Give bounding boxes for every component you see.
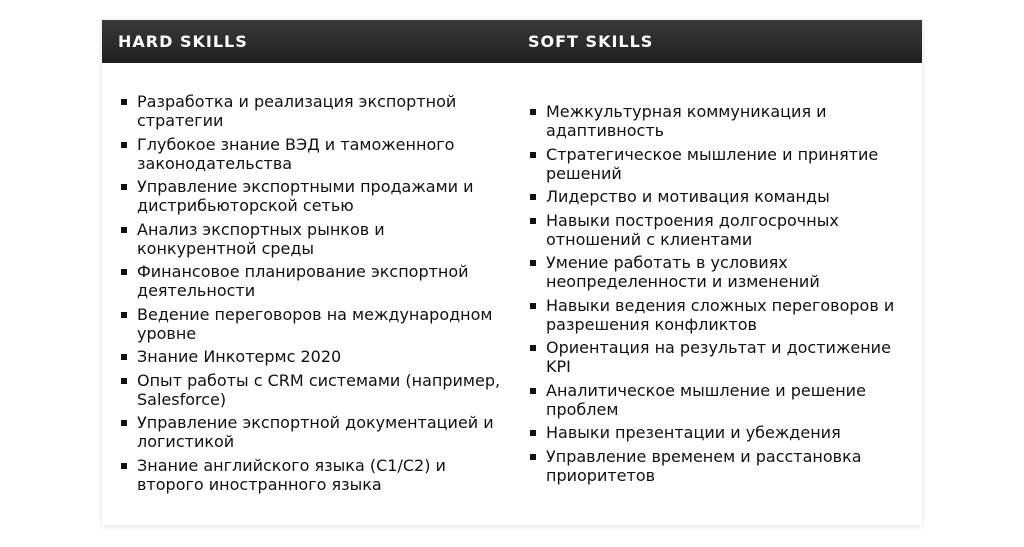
list-item-text: Управление экспортными продажами и дистрибьюторской сетью <box>137 177 474 215</box>
hard-skills-heading: HARD SKILLS <box>118 32 248 51</box>
list-item <box>121 177 501 215</box>
bullet-icon <box>530 218 536 224</box>
list-item <box>121 92 501 130</box>
list-item-text: Навыки построения долгосрочных отношений с клиентами <box>546 210 839 249</box>
list-item <box>121 347 501 366</box>
list-item-text: Навыки ведения сложных переговоров и разрешения конфликтов <box>546 295 895 334</box>
list-item-text: Знание Инкотермс 2020 <box>137 347 342 366</box>
list-item-text: Навыки презентации и убеждения <box>546 423 841 442</box>
soft-skills-heading: SOFT SKILLS <box>528 32 654 51</box>
list-item <box>530 338 905 376</box>
list-item-text: Лидерство и мотивация команды <box>546 187 830 206</box>
list-item <box>530 447 905 485</box>
list-item-text: Опыт работы с CRM системами (например, Salesforce) <box>137 370 501 409</box>
skills-table <box>102 20 922 525</box>
soft-skills-list <box>530 102 905 489</box>
list-item-text: Ведение переговоров на международном уровне <box>137 304 493 343</box>
list-item <box>530 211 905 249</box>
list-item <box>530 296 905 334</box>
bullet-icon <box>530 260 536 266</box>
list-item <box>530 102 905 140</box>
list-item-text: Стратегическое мышление и принятие решений <box>546 144 879 183</box>
list-item <box>121 456 501 494</box>
list-item-text: Аналитическое мышление и решение проблем <box>546 380 866 419</box>
list-item <box>530 145 905 183</box>
list-item-text: Финансовое планирование экспортной деятельности <box>137 262 469 300</box>
list-item <box>121 371 501 409</box>
bullet-icon <box>121 142 127 148</box>
bullet-icon <box>121 269 127 275</box>
bullet-icon <box>530 430 536 436</box>
bullet-icon <box>121 227 127 233</box>
list-item <box>121 262 501 300</box>
list-item <box>530 381 905 419</box>
list-item-text: Анализ экспортных рынков и конкурентной среды <box>137 219 385 258</box>
list-item <box>530 423 905 442</box>
bullet-icon <box>121 378 127 384</box>
list-item <box>121 220 501 258</box>
list-item-text: Межкультурная коммуникация и адаптивность <box>546 102 827 140</box>
list-item <box>530 187 905 206</box>
list-item-text: Глубокое знание ВЭД и таможенного законодательства <box>137 134 455 173</box>
bullet-icon <box>121 354 127 360</box>
list-item <box>530 253 905 291</box>
bullet-icon <box>530 388 536 394</box>
bullet-icon <box>530 152 536 158</box>
bullet-icon <box>530 454 536 460</box>
bullet-icon <box>530 109 536 115</box>
bullet-icon <box>530 345 536 351</box>
list-item-text: Знание английского языка (C1/C2) и второго иностранного языка <box>137 455 446 494</box>
bullet-icon <box>530 303 536 309</box>
list-item-text: Умение работать в условиях неопределенности и изменений <box>546 253 820 291</box>
list-item <box>121 305 501 343</box>
list-item-text: Управление временем и расстановка приоритетов <box>546 446 862 485</box>
bullet-icon <box>530 194 536 200</box>
list-item-text: Управление экспортной документацией и логистикой <box>137 413 494 451</box>
list-item <box>121 135 501 173</box>
list-item <box>121 413 501 451</box>
bullet-icon <box>121 99 127 105</box>
table-header <box>102 20 922 63</box>
bullet-icon <box>121 420 127 426</box>
bullet-icon <box>121 184 127 190</box>
list-item-text: Ориентация на результат и достижение KPI <box>546 338 891 376</box>
list-item-text: Разработка и реализация экспортной стратегии <box>137 92 457 130</box>
bullet-icon <box>121 312 127 318</box>
hard-skills-list <box>121 92 501 498</box>
bullet-icon <box>121 463 127 469</box>
